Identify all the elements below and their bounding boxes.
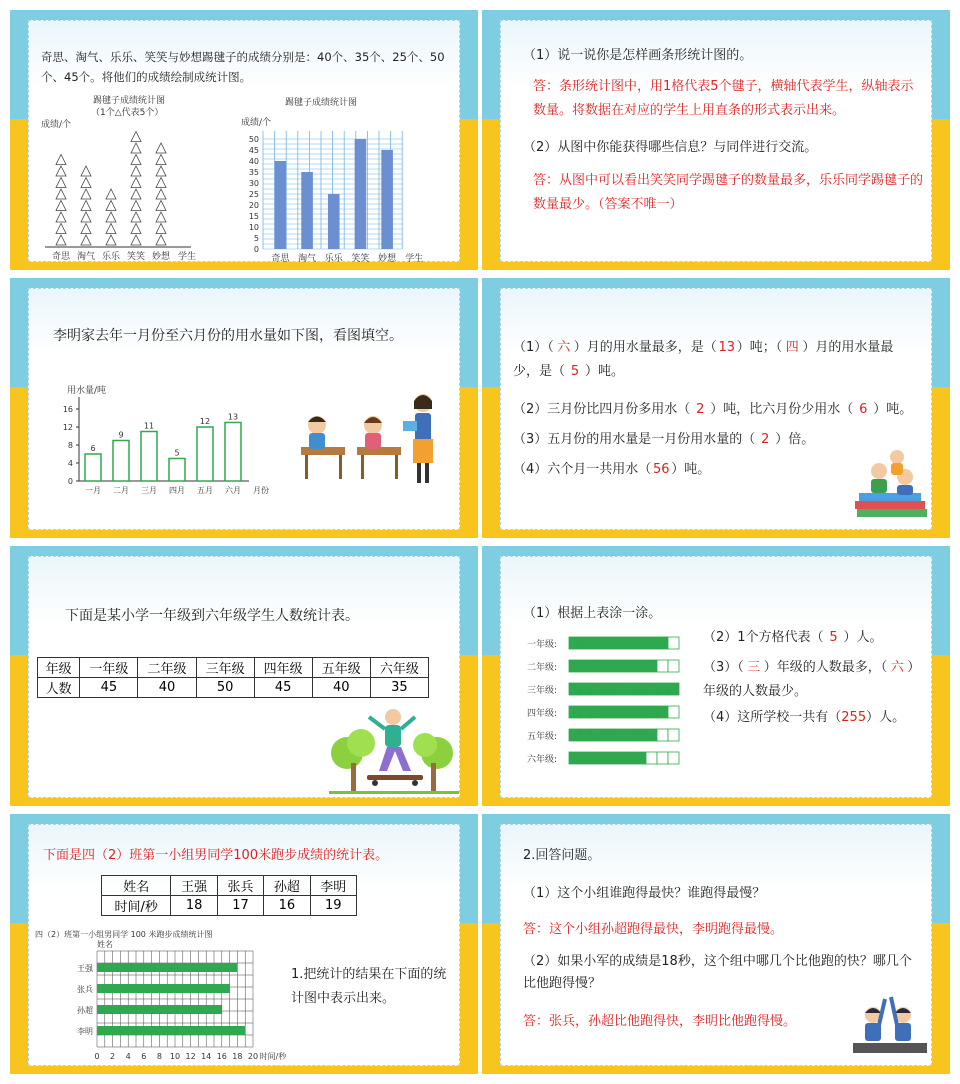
- triangle-mark: [156, 201, 166, 211]
- table-cell: 李明: [310, 876, 356, 896]
- x-unit-label: 学生: [405, 254, 424, 263]
- triangle-mark: [81, 224, 91, 234]
- x-tick-label: 淘气: [298, 254, 317, 263]
- text: （4）这所学校一共有（: [703, 710, 842, 725]
- data-label: 13: [227, 412, 239, 422]
- answer-total: 56: [653, 462, 670, 477]
- students-raising-hands-illustration: [853, 985, 929, 1059]
- grid-cell: [668, 683, 679, 695]
- y-tick-label: 8: [67, 441, 73, 450]
- y-tick-label: 0: [253, 245, 259, 254]
- text: ）吨。: [671, 462, 711, 477]
- triangle-mark: [56, 235, 66, 245]
- table-cell: 45: [254, 678, 312, 698]
- s4-line4: [513, 459, 710, 481]
- table-cell: 年级: [38, 658, 80, 678]
- y-tick-label: 20: [248, 201, 259, 210]
- bar: [328, 194, 340, 249]
- grade-grid-chart: [513, 631, 703, 771]
- table-cell: 40: [312, 678, 370, 698]
- bar: [113, 441, 129, 482]
- data-label: 9: [118, 430, 124, 440]
- grid-cell: [624, 729, 635, 741]
- left-chart-note: （1个△代表5个）: [91, 108, 164, 118]
- triangle-mark: [156, 155, 166, 165]
- water-bar-chart: [43, 393, 283, 503]
- x-tick-label: 12: [185, 1052, 196, 1061]
- bar: [97, 963, 237, 972]
- grid-cell: [569, 660, 580, 672]
- grid-cell: [580, 637, 591, 649]
- left-ylabel: 成绩/个: [41, 120, 72, 130]
- bar: [197, 427, 213, 481]
- triangle-mark: [131, 143, 141, 153]
- answer-per-cell: 5: [829, 630, 838, 645]
- x-tick-label: 乐乐: [101, 252, 121, 261]
- bar: [169, 459, 185, 482]
- y-tick-label: 16: [62, 405, 73, 414]
- grid-cell: [613, 752, 624, 764]
- triangle-mark: [131, 155, 141, 165]
- bar: [381, 150, 393, 249]
- y-tick-label: 五年级:: [526, 732, 557, 742]
- grid-cell: [635, 752, 646, 764]
- kick-bar-chart: [237, 123, 447, 263]
- y-tick-label: 孙超: [77, 1006, 93, 1015]
- triangle-mark: [156, 178, 166, 188]
- triangle-mark: [131, 189, 141, 199]
- y-tick-label: 10: [248, 223, 259, 232]
- s8-q2: （2）如果小军的成绩是18秒，这个组中哪几个比他跑的快？哪几个比他跑得慢？: [523, 954, 912, 991]
- x-unit-label: 时间/秒: [259, 1052, 287, 1061]
- y-tick-label: 二年级:: [526, 663, 557, 673]
- right-chart-title: 踢毽子成绩统计图: [285, 98, 358, 108]
- data-label: 5: [174, 448, 180, 458]
- water-ylabel: 用水量/吨: [67, 386, 107, 396]
- answer-max-tons: 13: [718, 340, 736, 355]
- x-tick-label: 0: [94, 1052, 100, 1061]
- s8-q1: （1）这个小组谁跑得最快？谁跑得最慢？: [523, 886, 766, 901]
- text: ）人。: [843, 630, 883, 645]
- grid-cell: [668, 637, 679, 649]
- grid-cell: [591, 706, 602, 718]
- x-tick-label: 笑笑: [126, 252, 146, 261]
- classroom-illustration: [299, 389, 449, 489]
- grade-grid-svg: [513, 631, 703, 771]
- x-unit-label: 月份: [253, 486, 269, 495]
- grid-cell: [646, 752, 657, 764]
- answer-total-students: 255: [841, 710, 867, 725]
- s6-q3b: 年级的人数最少。: [703, 684, 808, 699]
- right-ylabel: 成绩/个: [241, 118, 272, 128]
- x-tick-label: 奇思: [51, 252, 71, 261]
- text: ）年级的人数最多，（: [763, 660, 888, 675]
- x-tick-label: 6: [141, 1052, 147, 1061]
- answer-most-grade: 三: [747, 660, 761, 675]
- slide-8[interactable]: [482, 814, 950, 1074]
- slide-6[interactable]: [482, 546, 950, 806]
- answer-diff-1: 2: [696, 402, 705, 417]
- y-tick-label: 40: [248, 157, 259, 166]
- grid-cell: [591, 729, 602, 741]
- slide-3[interactable]: [10, 278, 478, 538]
- y-tick-label: 4: [67, 459, 73, 468]
- y-tick-label: 王强: [77, 964, 93, 973]
- x-tick-label: 20: [247, 1052, 259, 1061]
- data-label: 12: [199, 417, 211, 426]
- slide-card: [28, 824, 460, 1066]
- s6-q4: [703, 707, 905, 729]
- grid-cell: [580, 683, 591, 695]
- grid-cell: [580, 660, 591, 672]
- y-tick-label: 12: [62, 423, 73, 432]
- grid-cell: [657, 752, 668, 764]
- bar: [275, 161, 287, 249]
- x-tick-label: 10: [169, 1052, 181, 1061]
- table-cell: 35: [370, 678, 428, 698]
- s2-a1: 答：条形统计图中，用1格代表5个毽子，横轴代表学生，纵轴表示数量。将数据在对应的学生上用直条的形式表示出来。: [533, 79, 914, 118]
- grid-cell: [635, 637, 646, 649]
- grid-cell: [657, 706, 668, 718]
- triangle-mark: [131, 235, 141, 245]
- text: （3）（: [703, 660, 744, 675]
- table-cell: 孙超: [264, 876, 310, 896]
- s3-title: 李明家去年一月份至六月份的用水量如下图，看图填空。: [53, 328, 403, 344]
- triangle-mark: [156, 224, 166, 234]
- triangle-mark: [56, 178, 66, 188]
- table-cell: 王强: [171, 876, 217, 896]
- y-tick-label: 5: [253, 234, 259, 243]
- x-tick-label: 妙想: [378, 254, 397, 263]
- slide-7[interactable]: [10, 814, 478, 1074]
- table-cell: 六年级: [370, 658, 428, 678]
- slide-card: [500, 556, 932, 798]
- grid-cell: [613, 683, 624, 695]
- bar: [355, 139, 367, 249]
- y-tick-label: 50: [248, 135, 259, 144]
- grid-cell: [569, 729, 580, 741]
- text: ）倍。: [775, 432, 815, 447]
- table-cell: 五年级: [312, 658, 370, 678]
- grid-cell: [569, 637, 580, 649]
- s4-line3: [513, 429, 814, 451]
- table-cell: 16: [264, 896, 310, 916]
- triangle-mark: [156, 166, 166, 176]
- slide-card: [500, 20, 932, 262]
- triangle-mark: [156, 235, 166, 245]
- triangle-mark: [106, 189, 116, 199]
- grid-cell: [635, 683, 646, 695]
- answer-month-min: 四: [785, 340, 799, 355]
- x-tick-label: 四月: [169, 486, 185, 495]
- run-bar-chart: [33, 939, 293, 1065]
- s4-line2: [513, 399, 912, 421]
- table-cell: 一年级: [80, 658, 138, 678]
- text: （4）六个月一共用水（: [513, 462, 652, 477]
- grid-cell: [635, 729, 646, 741]
- triangle-mark: [56, 212, 66, 222]
- y-tick-label: 李明: [77, 1027, 93, 1036]
- grid-cell: [580, 729, 591, 741]
- s4-line1: [513, 337, 923, 359]
- triangle-chart: [41, 121, 211, 261]
- grid-cell: [602, 706, 613, 718]
- text: ）月的用水量最多，是（: [573, 340, 717, 355]
- triangle-mark: [156, 189, 166, 199]
- slide-card: [28, 288, 460, 530]
- x-tick-label: 奇思: [271, 254, 290, 263]
- x-tick-label: 16: [216, 1052, 227, 1061]
- grid-cell: [591, 660, 602, 672]
- table-cell: 18: [171, 896, 217, 916]
- slide-card: [500, 288, 932, 530]
- text: （3）五月份的用水量是一月份用水量的（: [513, 432, 756, 447]
- table-cell: 张兵: [217, 876, 263, 896]
- s5-title: 下面是某小学一年级到六年级学生人数统计表。: [65, 608, 359, 624]
- grid-cell: [624, 706, 635, 718]
- triangle-mark: [131, 178, 141, 188]
- grid-cell: [668, 729, 679, 741]
- x-tick-label: 二月: [113, 486, 129, 495]
- triangle-mark: [131, 132, 141, 142]
- grid-cell: [657, 660, 668, 672]
- kids-on-books-illustration: [853, 449, 933, 525]
- grid-cell: [668, 752, 679, 764]
- table-cell: 17: [217, 896, 263, 916]
- text: ）月的用水量最: [802, 340, 894, 355]
- s6-q1: （1）根据上表涂一涂。: [523, 606, 662, 621]
- answer-month-max: 六: [557, 340, 571, 355]
- grid-cell: [602, 660, 613, 672]
- run-table: [101, 875, 357, 916]
- slide-4[interactable]: [482, 278, 950, 538]
- skateboard-trees-illustration: [329, 707, 459, 801]
- x-tick-label: 笑笑: [351, 254, 370, 263]
- text: （1）（: [513, 340, 554, 355]
- triangle-mark: [81, 235, 91, 245]
- s8-title: 2.回答问题。: [523, 848, 601, 863]
- grid-cell: [613, 729, 624, 741]
- triangle-mark: [81, 189, 91, 199]
- table-cell: 三年级: [196, 658, 254, 678]
- triangle-mark: [81, 201, 91, 211]
- grid-cell: [624, 660, 635, 672]
- triangle-mark: [106, 212, 116, 222]
- triangle-mark: [56, 155, 66, 165]
- triangle-mark: [106, 201, 116, 211]
- x-tick-label: 三月: [141, 486, 157, 495]
- grid-cell: [624, 637, 635, 649]
- grid-cell: [602, 729, 613, 741]
- s8-a2: 答：张兵，孙超比他跑得快，李明比他跑得慢。: [523, 1014, 797, 1029]
- text: ）吨，比六月份少用水（: [710, 402, 854, 417]
- grid-cell: [657, 637, 668, 649]
- table-cell: 40: [138, 678, 196, 698]
- triangle-mark: [131, 166, 141, 176]
- data-label: 6: [90, 444, 96, 453]
- grid-cell: [646, 706, 657, 718]
- grid-cell: [580, 752, 591, 764]
- x-tick-label: 一月: [85, 486, 101, 495]
- slide1-intro: 奇思、淘气、乐乐、笑笑与妙想踢毽子的成绩分别是：40个、35个、25个、50个、45个。将他们的成绩绘制成统计图。: [41, 50, 445, 84]
- y-tick-label: 六年级:: [526, 755, 557, 765]
- y-tick-label: 30: [248, 179, 259, 188]
- grid-cell: [602, 683, 613, 695]
- text: ）人。: [866, 710, 906, 725]
- slide-1[interactable]: [10, 10, 478, 270]
- triangle-mark: [156, 212, 166, 222]
- text: ）吨。: [585, 364, 625, 379]
- slide-card: [28, 556, 460, 798]
- triangle-mark: [56, 189, 66, 199]
- triangle-mark: [81, 178, 91, 188]
- grid-cell: [668, 706, 679, 718]
- grid-cell: [657, 683, 668, 695]
- s2-q1: （1）说一说你是怎样画条形统计图的。: [523, 48, 753, 63]
- text: （2）三月份比四月份多用水（: [513, 402, 691, 417]
- triangle-mark: [131, 224, 141, 234]
- table-cell: 二年级: [138, 658, 196, 678]
- x-tick-label: 淘气: [76, 252, 96, 261]
- data-label: 11: [143, 421, 155, 431]
- slide-5[interactable]: [10, 546, 478, 806]
- s7-title: 下面是四（2）班第一小组男同学100米跑步成绩的统计表。: [43, 848, 389, 863]
- slide-2[interactable]: [482, 10, 950, 270]
- grid-cell: [580, 706, 591, 718]
- grid-cell: [635, 706, 646, 718]
- bar: [97, 984, 230, 993]
- bar: [225, 423, 241, 482]
- text: （2）1个方格代表（: [703, 630, 824, 645]
- s7-task: 1.把统计的结果在下面的统计图中表示出来。: [291, 967, 447, 1006]
- grid-cell: [646, 683, 657, 695]
- triangle-mark: [106, 235, 116, 245]
- answer-times: 2: [761, 432, 770, 447]
- triangle-mark: [81, 166, 91, 176]
- grid-cell: [624, 683, 635, 695]
- grid-cell: [602, 637, 613, 649]
- grade-table: [37, 657, 429, 698]
- table-cell: 19: [310, 896, 356, 916]
- x-tick-label: 五月: [197, 486, 213, 495]
- y-tick-label: 四年级:: [526, 709, 557, 719]
- table-cell: 人数: [38, 678, 80, 698]
- y-axis-label: 姓名: [97, 940, 113, 949]
- x-tick-label: 18: [232, 1052, 243, 1061]
- answer-min-tons: 5: [570, 364, 580, 379]
- grid-cell: [613, 660, 624, 672]
- grid-cell: [624, 752, 635, 764]
- triangle-mark: [156, 143, 166, 153]
- y-tick-label: 25: [248, 190, 259, 199]
- triangle-mark: [131, 201, 141, 211]
- grid-cell: [646, 729, 657, 741]
- y-tick-label: 三年级:: [526, 686, 557, 696]
- s6-q3: [703, 657, 920, 679]
- grid-cell: [613, 637, 624, 649]
- y-tick-label: 一年级:: [526, 640, 557, 650]
- table-header-row: [102, 876, 357, 896]
- grid-cell: [613, 706, 624, 718]
- grid-cell: [646, 637, 657, 649]
- grid-cell: [635, 660, 646, 672]
- s8-a1: 答：这个小组孙超跑得最快，李明跑得最慢。: [523, 922, 784, 937]
- triangle-mark: [56, 166, 66, 176]
- bar: [97, 1026, 245, 1035]
- table-cell: 姓名: [102, 876, 171, 896]
- table-row: [38, 678, 429, 698]
- triangle-mark: [106, 224, 116, 234]
- grid-cell: [668, 660, 679, 672]
- x-tick-label: 4: [125, 1052, 131, 1061]
- slide-card: [500, 824, 932, 1066]
- grid-cell: [646, 660, 657, 672]
- triangle-mark: [56, 224, 66, 234]
- text: ）: [907, 660, 921, 675]
- text: ）吨；（: [736, 340, 783, 355]
- grid-cell: [569, 752, 580, 764]
- y-tick-label: 张兵: [77, 985, 93, 994]
- s2-q2: （2）从图中你能获得哪些信息？与同伴进行交流。: [523, 140, 818, 155]
- s2-a2: 答：从图中可以看出笑笑同学踢毽子的数量最多，乐乐同学踢毽子的数量最少。（答案不唯一）: [533, 173, 924, 212]
- y-tick-label: 15: [248, 212, 259, 221]
- y-tick-label: 35: [248, 168, 259, 177]
- answer-least-grade: 六: [890, 660, 904, 675]
- bar: [141, 432, 157, 482]
- x-tick-label: 乐乐: [324, 254, 343, 263]
- s6-q2: [703, 627, 883, 649]
- answer-diff-2: 6: [859, 402, 868, 417]
- bar: [97, 1005, 222, 1014]
- table-cell: 时间/秒: [102, 896, 171, 916]
- bar: [85, 454, 101, 481]
- grid-cell: [657, 729, 668, 741]
- slide-card: [28, 20, 460, 262]
- y-tick-label: 45: [248, 146, 259, 155]
- table-cell: 50: [196, 678, 254, 698]
- left-chart-title: 踢毽子成绩统计图: [93, 96, 166, 106]
- x-tick-label: 8: [156, 1052, 162, 1061]
- grid-cell: [602, 752, 613, 764]
- x-tick-label: 六月: [225, 486, 241, 495]
- table-cell: 45: [80, 678, 138, 698]
- table-header-row: [38, 658, 429, 678]
- grid-cell: [591, 683, 602, 695]
- text: ）吨。: [873, 402, 913, 417]
- y-tick-label: 0: [67, 477, 73, 486]
- x-tick-label: 14: [201, 1052, 212, 1061]
- grid-cell: [591, 637, 602, 649]
- run-chart-title: 四（2）班第一小组男同学 100 米跑步成绩统计图: [35, 930, 213, 939]
- x-tick-label: 妙想: [151, 252, 171, 261]
- triangle-mark: [131, 212, 141, 222]
- grid-cell: [569, 683, 580, 695]
- table-row: [102, 896, 357, 916]
- table-cell: 四年级: [254, 658, 312, 678]
- triangle-mark: [81, 212, 91, 222]
- s4-line1b: [513, 361, 624, 383]
- bar: [301, 172, 313, 249]
- grid-cell: [569, 706, 580, 718]
- x-unit-label: 学生: [177, 252, 197, 261]
- text: 少，是（: [513, 364, 566, 379]
- triangle-mark: [56, 201, 66, 211]
- x-tick-label: 2: [110, 1052, 116, 1061]
- grid-cell: [591, 752, 602, 764]
